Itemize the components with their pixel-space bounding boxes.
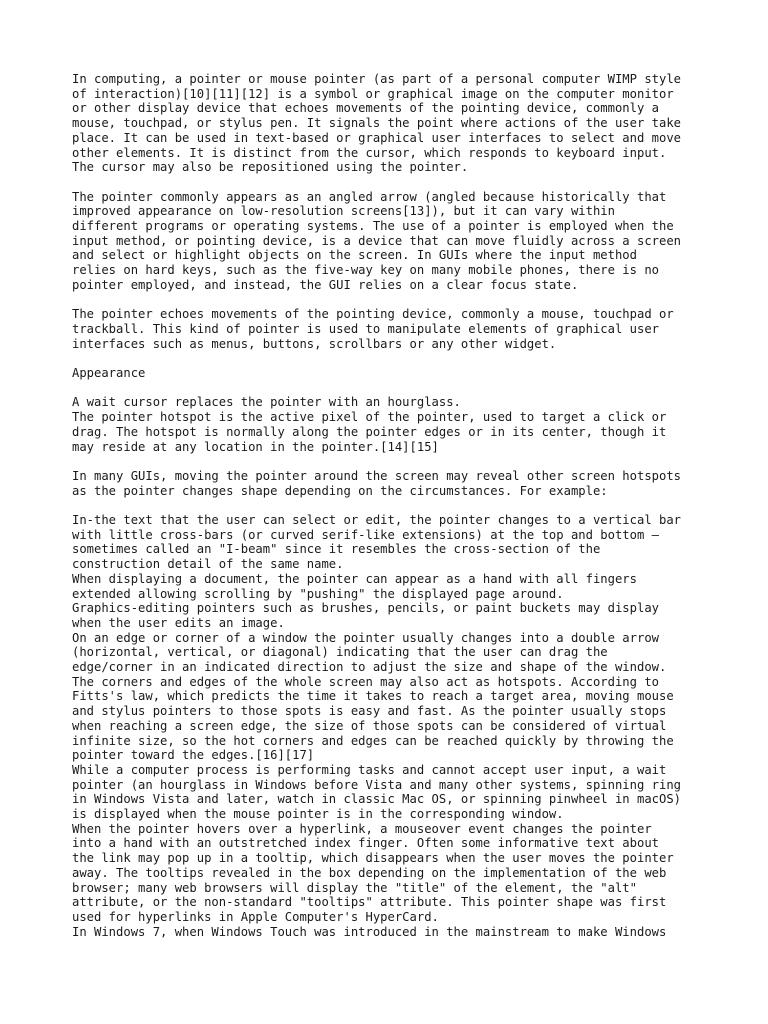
text-line: mouse, touchpad, or stylus pen. It signals the point where actions of the user take [72, 116, 682, 131]
text-line: Fitts's law, which predicts the time it takes to reach a target area, moving mouse [72, 689, 674, 704]
text-line: A wait cursor replaces the pointer with an hourglass. [72, 395, 461, 410]
text-line: Graphics-editing pointers such as brushes, pencils, or paint buckets may display [72, 601, 659, 616]
text-line: when reaching a screen edge, the size of those spots can be considered of virtual [72, 718, 667, 733]
text-line: input method, or pointing device, is a device that can move fluidly across a screen [72, 233, 682, 248]
text-line: with little cross-bars (or curved serif-like extensions) at the top and bottom — [72, 527, 659, 542]
text-line: The pointer echoes movements of the pointing device, commonly a mouse, touchpad or [72, 307, 674, 322]
text-line: drag. The hotspot is normally along the pointer edges or in its center, though it [72, 424, 667, 439]
text-line: and select or highlight objects on the screen. In GUIs where the input method [72, 248, 637, 263]
text-line: pointer employed, and instead, the GUI relies on a clear focus state. [72, 277, 579, 292]
text-line: While a computer process is performing tasks and cannot accept user input, a wait [72, 762, 667, 777]
text-line: In-the text that the user can select or edit, the pointer changes to a vertical bar [72, 513, 682, 527]
paragraph [72, 190, 712, 293]
text-line: When the pointer hovers over a hyperlink, a mouseover event changes the pointer [72, 821, 652, 836]
text-line: browser; many web browsers will display the "title" of the element, the "alt" [72, 880, 637, 895]
text-line: The cursor may also be repositioned using the pointer. [72, 160, 469, 175]
text-line: In computing, a pointer or mouse pointer (as part of a personal computer WIMP style [72, 72, 682, 86]
text-line: and stylus pointers to those spots is easy and fast. As the pointer usually stops [72, 704, 667, 719]
text-line: In many GUIs, moving the pointer around the screen may reveal other screen hotspots [72, 468, 682, 483]
text-line: of interaction)[10][11][12] is a symbol or graphical image on the computer monitor [72, 86, 674, 101]
text-line: interfaces such as menus, buttons, scrollbars or any other widget. [72, 336, 557, 351]
text-line: When displaying a document, the pointer can appear as a hand with all fingers [72, 571, 637, 586]
text-line: Appearance [72, 366, 146, 381]
text-line: as the pointer changes shape depending on the circumstances. For example: [72, 483, 608, 498]
text-line: infinite size, so the hot corners and edges can be reached quickly by throwing the [72, 733, 674, 748]
text-line: may reside at any location in the pointer.[14][15] [72, 439, 439, 454]
text-line: when the user edits an image. [72, 615, 285, 630]
text-line: different programs or operating systems. The use of a pointer is employed when the [72, 219, 674, 234]
text-line: is displayed when the mouse pointer is in the corresponding window. [72, 807, 564, 822]
text-line: sometimes called an "I-beam" since it resembles the cross-section of the [72, 542, 601, 557]
text-line: edge/corner in an indicated direction to adjust the size and shape of the window. [72, 660, 667, 675]
text-line: place. It can be used in text-based or graphical user interfaces to select and move [72, 130, 682, 145]
text-line: construction detail of the same name. [72, 557, 344, 572]
text-line: pointer toward the edges.[16][17] [72, 748, 315, 763]
text-line: relies on hard keys, such as the five-way key on many mobile phones, there is no [72, 263, 659, 278]
document-page [72, 72, 712, 954]
text-line: (horizontal, vertical, or diagonal) indicating that the user can drag the [72, 645, 608, 660]
text-line: The pointer commonly appears as an angled arrow (angled because historically that [72, 189, 667, 204]
text-line: In Windows 7, when Windows Touch was introduced in the mainstream to make Windows [72, 924, 667, 939]
text-line: The corners and edges of the whole screen may also act as hotspots. According to [72, 674, 659, 689]
text-line: other elements. It is distinct from the cursor, which responds to keyboard input. [72, 145, 667, 160]
text-line: improved appearance on low-resolution screens[13]), but it can vary within [72, 204, 615, 219]
paragraph [72, 469, 712, 498]
paragraph [72, 307, 712, 351]
text-line: or other display device that echoes movements of the pointing device, commonly a [72, 101, 659, 116]
text-line: away. The tooltips revealed in the box depending on the implementation of the web [72, 865, 667, 880]
text-line: pointer (an hourglass in Windows before Vista and many other systems, spinning ring [72, 777, 682, 792]
text-line: into a hand with an outstretched index finger. Often some informative text about [72, 836, 659, 851]
text-line: On an edge or corner of a window the pointer usually changes into a double arrow [72, 630, 659, 645]
paragraph [72, 395, 712, 454]
text-line: attribute, or the non-standard "tooltips" attribute. This pointer shape was first [72, 895, 667, 910]
text-line: The pointer hotspot is the active pixel of the pointer, used to target a click or [72, 410, 667, 425]
text-line: extended allowing scrolling by "pushing" the displayed page around. [72, 586, 564, 601]
text-line: the link may pop up in a tooltip, which disappears when the user moves the pointer [72, 851, 674, 866]
text-line: in Windows Vista and later, watch in classic Mac OS, or spinning pinwheel in macOS) [72, 792, 682, 807]
section-heading [72, 366, 712, 381]
text-line: trackball. This kind of pointer is used to manipulate elements of graphical user [72, 321, 659, 336]
paragraph [72, 72, 712, 175]
text-line: used for hyperlinks in Apple Computer's HyperCard. [72, 909, 439, 924]
paragraph [72, 513, 712, 939]
